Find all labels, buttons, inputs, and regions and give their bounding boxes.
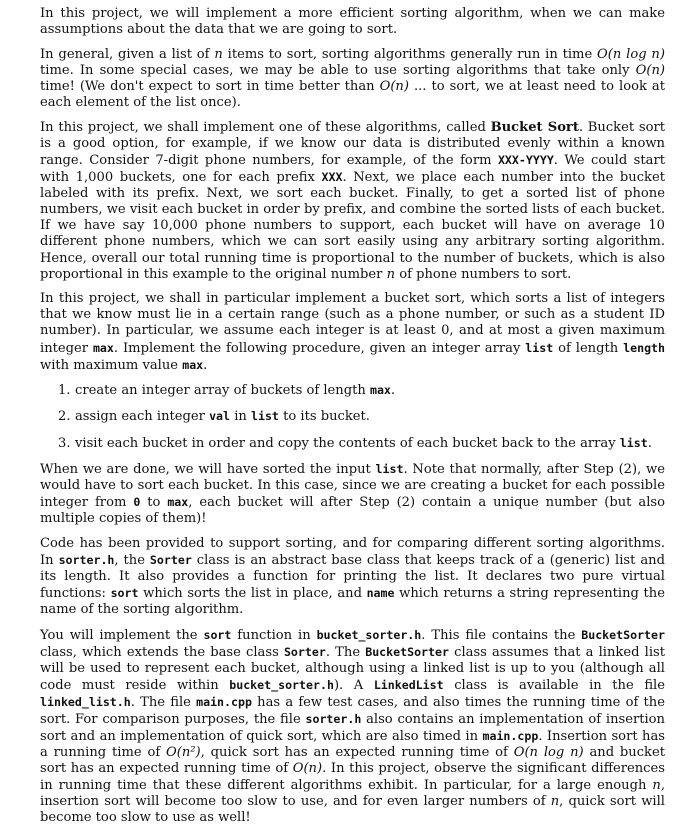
text-span: . The	[325, 644, 366, 660]
code-inline: list	[525, 340, 554, 355]
text-span: time. In some special cases, we may be able to use sorting algorithms that take only	[40, 62, 636, 78]
list-number: 2.	[58, 409, 71, 425]
document-body	[40, 6, 665, 834]
code-inline: list	[375, 461, 404, 476]
code-inline: BucketSorter	[581, 627, 665, 642]
text-span: class is available in the file	[443, 677, 665, 693]
list-item	[58, 435, 665, 452]
paragraph-complexity	[40, 47, 665, 111]
text-span: with maximum value	[40, 357, 183, 373]
text-span: . In this project, observe the significant differences in running time that these different algorithms exhibit. In particular, for a large enough	[40, 761, 665, 793]
text-span: Code has been provided to support sorting, and for comparing different sorting algorithms. In	[40, 535, 665, 568]
math-n: n	[550, 793, 560, 809]
code-inline: name	[366, 585, 395, 600]
text-span: in	[230, 409, 251, 425]
text-span: , quick sort will become too slow to use as well!	[40, 793, 665, 825]
text-span: has a few test cases, and also times the running time of the sort. For comparison purposes, the file	[40, 695, 665, 728]
text-span: . Insertion sort has a running time of	[40, 729, 665, 761]
text-span: items to sort, sorting algorithms generally run in time	[222, 46, 598, 62]
math-on2: O(n²)	[166, 745, 201, 761]
code-inline: sorter.h	[58, 552, 115, 567]
list-number: 3.	[58, 435, 71, 451]
text-span: also contains an implementation of insertion sort and an implementation of quick sort, which are also timed in	[40, 712, 665, 745]
list-number: 1.	[58, 383, 71, 399]
text-span: which returns a string representing the name of the sorting algorithm.	[40, 585, 665, 617]
text-span: of phone numbers to sort.	[395, 266, 572, 282]
code-inline: max	[369, 383, 391, 398]
code-inline: main.cpp	[196, 695, 252, 710]
code-inline: 0	[133, 494, 141, 509]
text-span: of length	[553, 340, 624, 356]
paragraph-provided-code	[40, 536, 665, 618]
text-span: class assumes that a linked list will be used to represent each bucket, although using a linked list is up to you (although all code must reside within	[40, 644, 665, 693]
paragraph-bucket-sort	[40, 120, 665, 283]
paragraph-after-sort	[40, 461, 665, 527]
code-inline: main.cpp	[482, 729, 539, 744]
text-span: . Implement the following procedure, given an integer array	[113, 340, 526, 356]
text-span: time! (We don't expect to sort in time better than	[40, 78, 380, 94]
paragraph-procedure	[40, 291, 665, 373]
text-span: . Note that normally, after Step (2), we would have to sort each bucket. In this case, since we are creating a bucket for each possible integer from	[40, 461, 665, 510]
code-inline: max	[167, 494, 189, 509]
text-span: In this project, we shall in particular implement a bucket sort, which sorts a list of integers that we know must lie in a certain range (such as a phone number, or such as a student ID number). In particular, we assume each integer is at least 0, and at most a given maximum integer	[40, 291, 665, 356]
code-inline: length	[623, 340, 666, 355]
paragraph-text: In this project, we will implement a more efficient sorting algorithm, when we can make assumptions about the data that we are going to sort.	[40, 6, 665, 38]
text-span: . Next, we place each number into the bucket labeled with its prefix. Next, we sort each bucket. Finally, to get a sorted list of phone numbers, we visit each bucket in order by prefix, and combine the sorted lists of each bucket. If we have say 10,000 phone numbers to support, each bucket will have on average 10 different phone numbers, which we can sort easily using any arbitrary sorting algorithm. Hence, overall our total running time is proportional to the number of buckets, which is also proportional in this example to the original number	[40, 170, 665, 282]
paragraph-intro	[40, 6, 665, 38]
text-span: create an integer array of buckets of length	[75, 383, 370, 399]
text-span: , insertion sort will become too slow to use, and for even larger numbers of	[40, 777, 665, 809]
text-span: function in	[231, 627, 317, 643]
text-span: .	[203, 357, 208, 373]
math-on: O(n)	[292, 761, 323, 777]
code-inline: LinkedList	[373, 677, 444, 692]
text-span: , the	[114, 552, 150, 568]
code-inline: BucketSorter	[365, 644, 449, 659]
text-span: to	[140, 494, 168, 510]
text-span: assign each integer	[75, 409, 210, 425]
text-span: .	[647, 435, 652, 451]
text-span: , each bucket will after Step (2) contain a unique number (but also multiple copies of them)!	[40, 494, 665, 526]
math-onlogn: O(n log n)	[597, 46, 665, 62]
code-inline: bucket_sorter.h	[229, 677, 334, 692]
code-inline: max	[182, 357, 204, 372]
code-inline: max	[92, 340, 114, 355]
text-span: You will implement the	[40, 627, 204, 643]
code-inline: Sorter	[283, 644, 326, 659]
bold-term: Bucket Sort	[490, 119, 579, 135]
code-inline: XXX-YYYY	[497, 152, 554, 167]
paragraph-implementation	[40, 627, 665, 826]
code-inline: val	[209, 409, 231, 424]
text-span: to its bucket.	[278, 409, 370, 425]
text-span: ... to sort, we at least need to look at each element of the list once).	[40, 78, 666, 111]
math-on: O(n)	[635, 62, 665, 78]
text-span: class, which extends the base class	[40, 644, 284, 660]
text-span: visit each bucket in order and copy the contents of each bucket back to the array	[75, 435, 620, 451]
text-span: class is an abstract base class that keeps track of a (generic) list and its length. It also provides a function for printing the list. It declares two pure virtual functions:	[40, 552, 665, 601]
math-n: n	[652, 777, 661, 793]
code-inline: sort	[203, 627, 232, 642]
text-span: which sorts the list in place, and	[138, 585, 367, 601]
code-inline: list	[619, 435, 648, 450]
math-onlogn: O(n log n)	[513, 745, 584, 761]
text-span: and bucket sort has an expected running time of	[40, 745, 666, 777]
code-inline: bucket_sorter.h	[316, 627, 422, 642]
list-item	[58, 408, 665, 425]
text-span: In this project, we shall implement one of these algorithms, called	[40, 119, 491, 135]
text-span: . The file	[130, 695, 197, 711]
text-span: , quick sort has an expected running time of	[200, 745, 514, 761]
math-n: n	[386, 266, 396, 282]
code-inline: sort	[110, 585, 139, 600]
code-inline: Sorter	[149, 552, 192, 567]
text-span: In general, given a list of	[40, 46, 215, 62]
text-span: . This file contains the	[421, 627, 582, 643]
text-span: .	[390, 383, 396, 399]
text-span: . Bucket sort is a good option, for example, if we know our data is distributed evenly within a known range. Consider 7-digit phone numbers, for example, of the form	[40, 119, 665, 168]
text-span: When we are done, we will have sorted the input	[40, 461, 376, 477]
code-inline: list	[250, 409, 279, 424]
code-inline: XXX	[321, 170, 343, 185]
math-n: n	[214, 46, 223, 62]
code-inline: sorter.h	[305, 712, 362, 727]
list-item	[58, 382, 665, 399]
text-span: ). A	[333, 677, 374, 693]
math-on: O(n)	[379, 78, 409, 94]
step-list	[40, 382, 665, 451]
text-span: . We could start with 1,000 buckets, one for each prefix	[40, 152, 665, 186]
code-inline: linked_list.h	[40, 695, 131, 710]
